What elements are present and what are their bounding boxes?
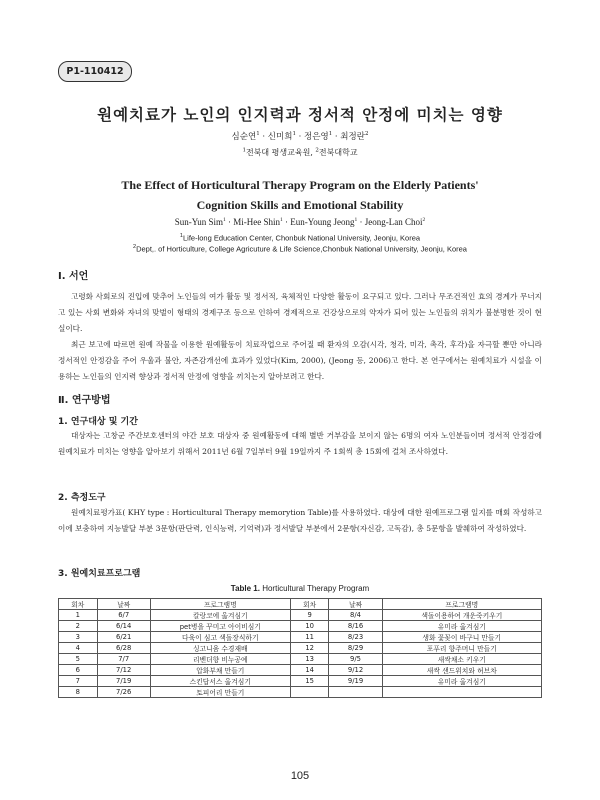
table-cell: 유미라 옮겨심기: [382, 676, 541, 687]
table-cell: 새싹 샌드위치와 허브차: [382, 665, 541, 676]
subsection-heading-instruments: 2. 측정도구: [58, 493, 106, 503]
table-row: [59, 632, 542, 643]
paragraph: 고령화 사회로의 진입에 맞추어 노인들의 여가 활동 및 정서적, 육체적인 다양한 활동이 요구되고 있다. 그러나 무조건적인 효의 경계가 무너지고 있는 사회 변화와 자녀의 맞벌이 형태의 경제구조 등으로 인하여 경제적으로 건강상으로의 약자가 되어 있는 노인들의 위치가 불분명한 것이 현실이다.: [58, 292, 542, 333]
affiliation-sup: 1: [242, 147, 246, 154]
author-name: 신미희: [267, 132, 293, 142]
table-row: [59, 665, 542, 676]
table-cell: 11: [290, 632, 329, 643]
table-cell: 생화 꽃꽂이 바구니 만들기: [382, 632, 541, 643]
table-cell: 리벤더향 비누공예: [150, 654, 290, 665]
author-name: Mi-Hee Shin: [233, 217, 280, 227]
table-cell: [290, 687, 329, 698]
page-number: 105: [290, 770, 310, 782]
table-cell: 6: [59, 665, 98, 676]
subsection-heading-program: 3. 원예치료프로그램: [58, 569, 141, 579]
session-code-badge: P1-110412: [58, 61, 132, 82]
instruments-body: [58, 505, 542, 537]
table-cell: 6/14: [97, 621, 150, 632]
author-sup: 2: [364, 131, 369, 138]
table-cell: [382, 687, 541, 698]
table-cell: 7/12: [97, 665, 150, 676]
table-cell: 6/7: [97, 610, 150, 621]
author-sup: 1: [328, 131, 333, 138]
author-sup: 1: [279, 217, 283, 223]
table-cell: [329, 687, 382, 698]
table-cell: 색돌이용하여 개운죽키우기: [382, 610, 541, 621]
table-cell: 7/26: [97, 687, 150, 698]
table-cell: 9/19: [329, 676, 382, 687]
table-cell: 싱고니움 수경재배: [150, 643, 290, 654]
english-affiliation-2: [0, 244, 600, 254]
author-name: 최정란: [340, 132, 365, 142]
table-cell: 포푸리 향주머니 만들기: [382, 643, 541, 654]
table-cell: 7/7: [97, 654, 150, 665]
table-cell: 10: [290, 621, 329, 632]
table-cell: 12: [290, 643, 329, 654]
affiliation-text: 전북대 평생교육원,: [245, 148, 316, 157]
table-header-row: [59, 599, 542, 610]
author-name: 심순연: [231, 132, 257, 142]
paragraph: 원예치료평가표( KHY type : Horticultural Therapy memorytion Table)를 사용하였다. 대상에 대한 원예프로그램 일지를 매회 작성하고 이에 보충하여 지능발달 부분 3문항(판단력, 인식능력, 기억력)과 정서발달 부분에서 2문항(자신감, 고독감), 총 5문항을 발췌하여 작성하였다.: [58, 508, 542, 533]
author-name: Eun-Young Jeong: [290, 217, 355, 227]
table-cell: 8: [59, 687, 98, 698]
table-cell: 압화부채 만들기: [150, 665, 290, 676]
table-cell: 2: [59, 621, 98, 632]
program-table: [58, 598, 542, 698]
affiliation-sup: 2: [315, 147, 319, 154]
table-cell: 6/21: [97, 632, 150, 643]
table-cell: 5: [59, 654, 98, 665]
author-name: Jeong-Lan Choi: [364, 217, 423, 227]
table-cell: 토피어리 만들기: [150, 687, 290, 698]
table-cell: 3: [59, 632, 98, 643]
table-cell: 4: [59, 643, 98, 654]
table-cell: 새싹채소 키우기: [382, 654, 541, 665]
english-title-line2: Cognition Skills and Emotional Stability: [196, 198, 404, 212]
author-sup: 2: [422, 217, 426, 223]
table-cell: 7: [59, 676, 98, 687]
table-cell: 8/29: [329, 643, 382, 654]
table-cell: 6/28: [97, 643, 150, 654]
table-caption-text: Horticultural Therapy Program: [259, 584, 370, 593]
author-name: 정은영: [304, 132, 329, 142]
table-cell: 13: [290, 654, 329, 665]
header-program: 프로그램명: [150, 599, 290, 610]
english-title-line1: The Effect of Horticultural Therapy Program on the Elderly Patients': [121, 178, 479, 192]
author-sup: 1: [354, 217, 358, 223]
table-cell: 8/16: [329, 621, 382, 632]
table-row: [59, 610, 542, 621]
table-cell: 8/23: [329, 632, 382, 643]
header-program: 프로그램명: [382, 599, 541, 610]
table-cell: 1: [59, 610, 98, 621]
table-cell: 칼랑코에 옮겨심기: [150, 610, 290, 621]
introduction-body: [58, 289, 542, 385]
korean-affiliations: [0, 147, 600, 158]
english-title: [0, 175, 600, 215]
subsection-heading-subjects: 1. 연구대상 및 기간: [58, 417, 138, 427]
english-affiliation-1: [0, 233, 600, 243]
table-row: [59, 643, 542, 654]
affiliation-text: Life-long Education Center, Chonbuk National University, Jeonju, Korea: [182, 233, 421, 243]
affiliation-sup: 2: [133, 244, 137, 250]
section-heading-introduction: Ⅰ. 서언: [58, 271, 89, 282]
header-session: 회차: [290, 599, 329, 610]
affiliation-text: 전북대학교: [318, 148, 358, 157]
table-row: [59, 621, 542, 632]
author-sup: 1: [256, 131, 260, 138]
header-session: 회차: [59, 599, 98, 610]
table-cell: 9: [290, 610, 329, 621]
table-cell: 스킨답서스 옮겨심기: [150, 676, 290, 687]
table-cell: 9/12: [329, 665, 382, 676]
table-cell: 다육이 심고 색돌장식하기: [150, 632, 290, 643]
table-cell: 7/19: [97, 676, 150, 687]
table-row: [59, 687, 542, 698]
paragraph: 최근 보고에 따르면 원예 작물을 이용한 원예활동이 치료작업으로 주어질 때 환자의 오감(시각, 청각, 미각, 촉각, 후각)을 자극할 뿐만 아니라 정서적인 안정감을 주어 우울과 불안, 자존감개선에 효과가 있었다(Kim, 2000), (Jeong 등, 2006)고 한다. 본 연구에서는 원예치료가 시설을 이용하는 노인들의 인지력 향상과 정서적 안정에 영향을 끼치는지 알아보려고 한다.: [58, 340, 542, 381]
author-sup: 1: [222, 217, 226, 223]
subjects-body: [58, 428, 542, 460]
table-cell: 15: [290, 676, 329, 687]
table-row: [59, 676, 542, 687]
korean-authors: 심순연$^1$ · 신미희$^1$ · 정은영$^1$ · 최정란$^2$: [231, 131, 369, 142]
table-cell: pet병을 꾸미고 아이비심기: [150, 621, 290, 632]
affiliation-text: Dept,. of Horticulture, College Agricuture & Life Science,Chonbuk National University, Jeonju, Korea: [136, 244, 467, 254]
table-cell: 8/4: [329, 610, 382, 621]
table-cell: 9/5: [329, 654, 382, 665]
header-date: 날짜: [329, 599, 382, 610]
table-cell: 유미라 옮겨심기: [382, 621, 541, 632]
table-cell: 14: [290, 665, 329, 676]
korean-title: 원예치료가 노인의 인지력과 정서적 안정에 미치는 영향: [97, 105, 503, 124]
header-date: 날짜: [97, 599, 150, 610]
affiliation-sup: 1: [179, 233, 183, 239]
paragraph: 대상자는 고창군 주간보호센터의 야간 보호 대상자 중 원예활동에 대해 별반 거부감을 보이지 않는 6명의 여자 노인분들이며 정서적 안정감에 원예치료가 미치는 영향을 알아보기 위해서 2011년 6월 7일부터 9월 19일까지 주 1회씩 총 15회에 걸쳐 조사하였다.: [58, 431, 542, 456]
table-caption-label: Table 1.: [230, 584, 260, 593]
table-caption: [0, 584, 600, 593]
section-heading-methods: Ⅱ. 연구방법: [58, 395, 111, 406]
table-row: [59, 654, 542, 665]
author-sup: 1: [292, 131, 296, 138]
english-authors: Sun-Yun Sim$^1$ · Mi-Hee Shin$^1$ · Eun-Young Jeong$^1$ · Jeong-Lan Choi$^2$: [174, 217, 426, 227]
author-name: Sun-Yun Sim: [174, 217, 223, 227]
